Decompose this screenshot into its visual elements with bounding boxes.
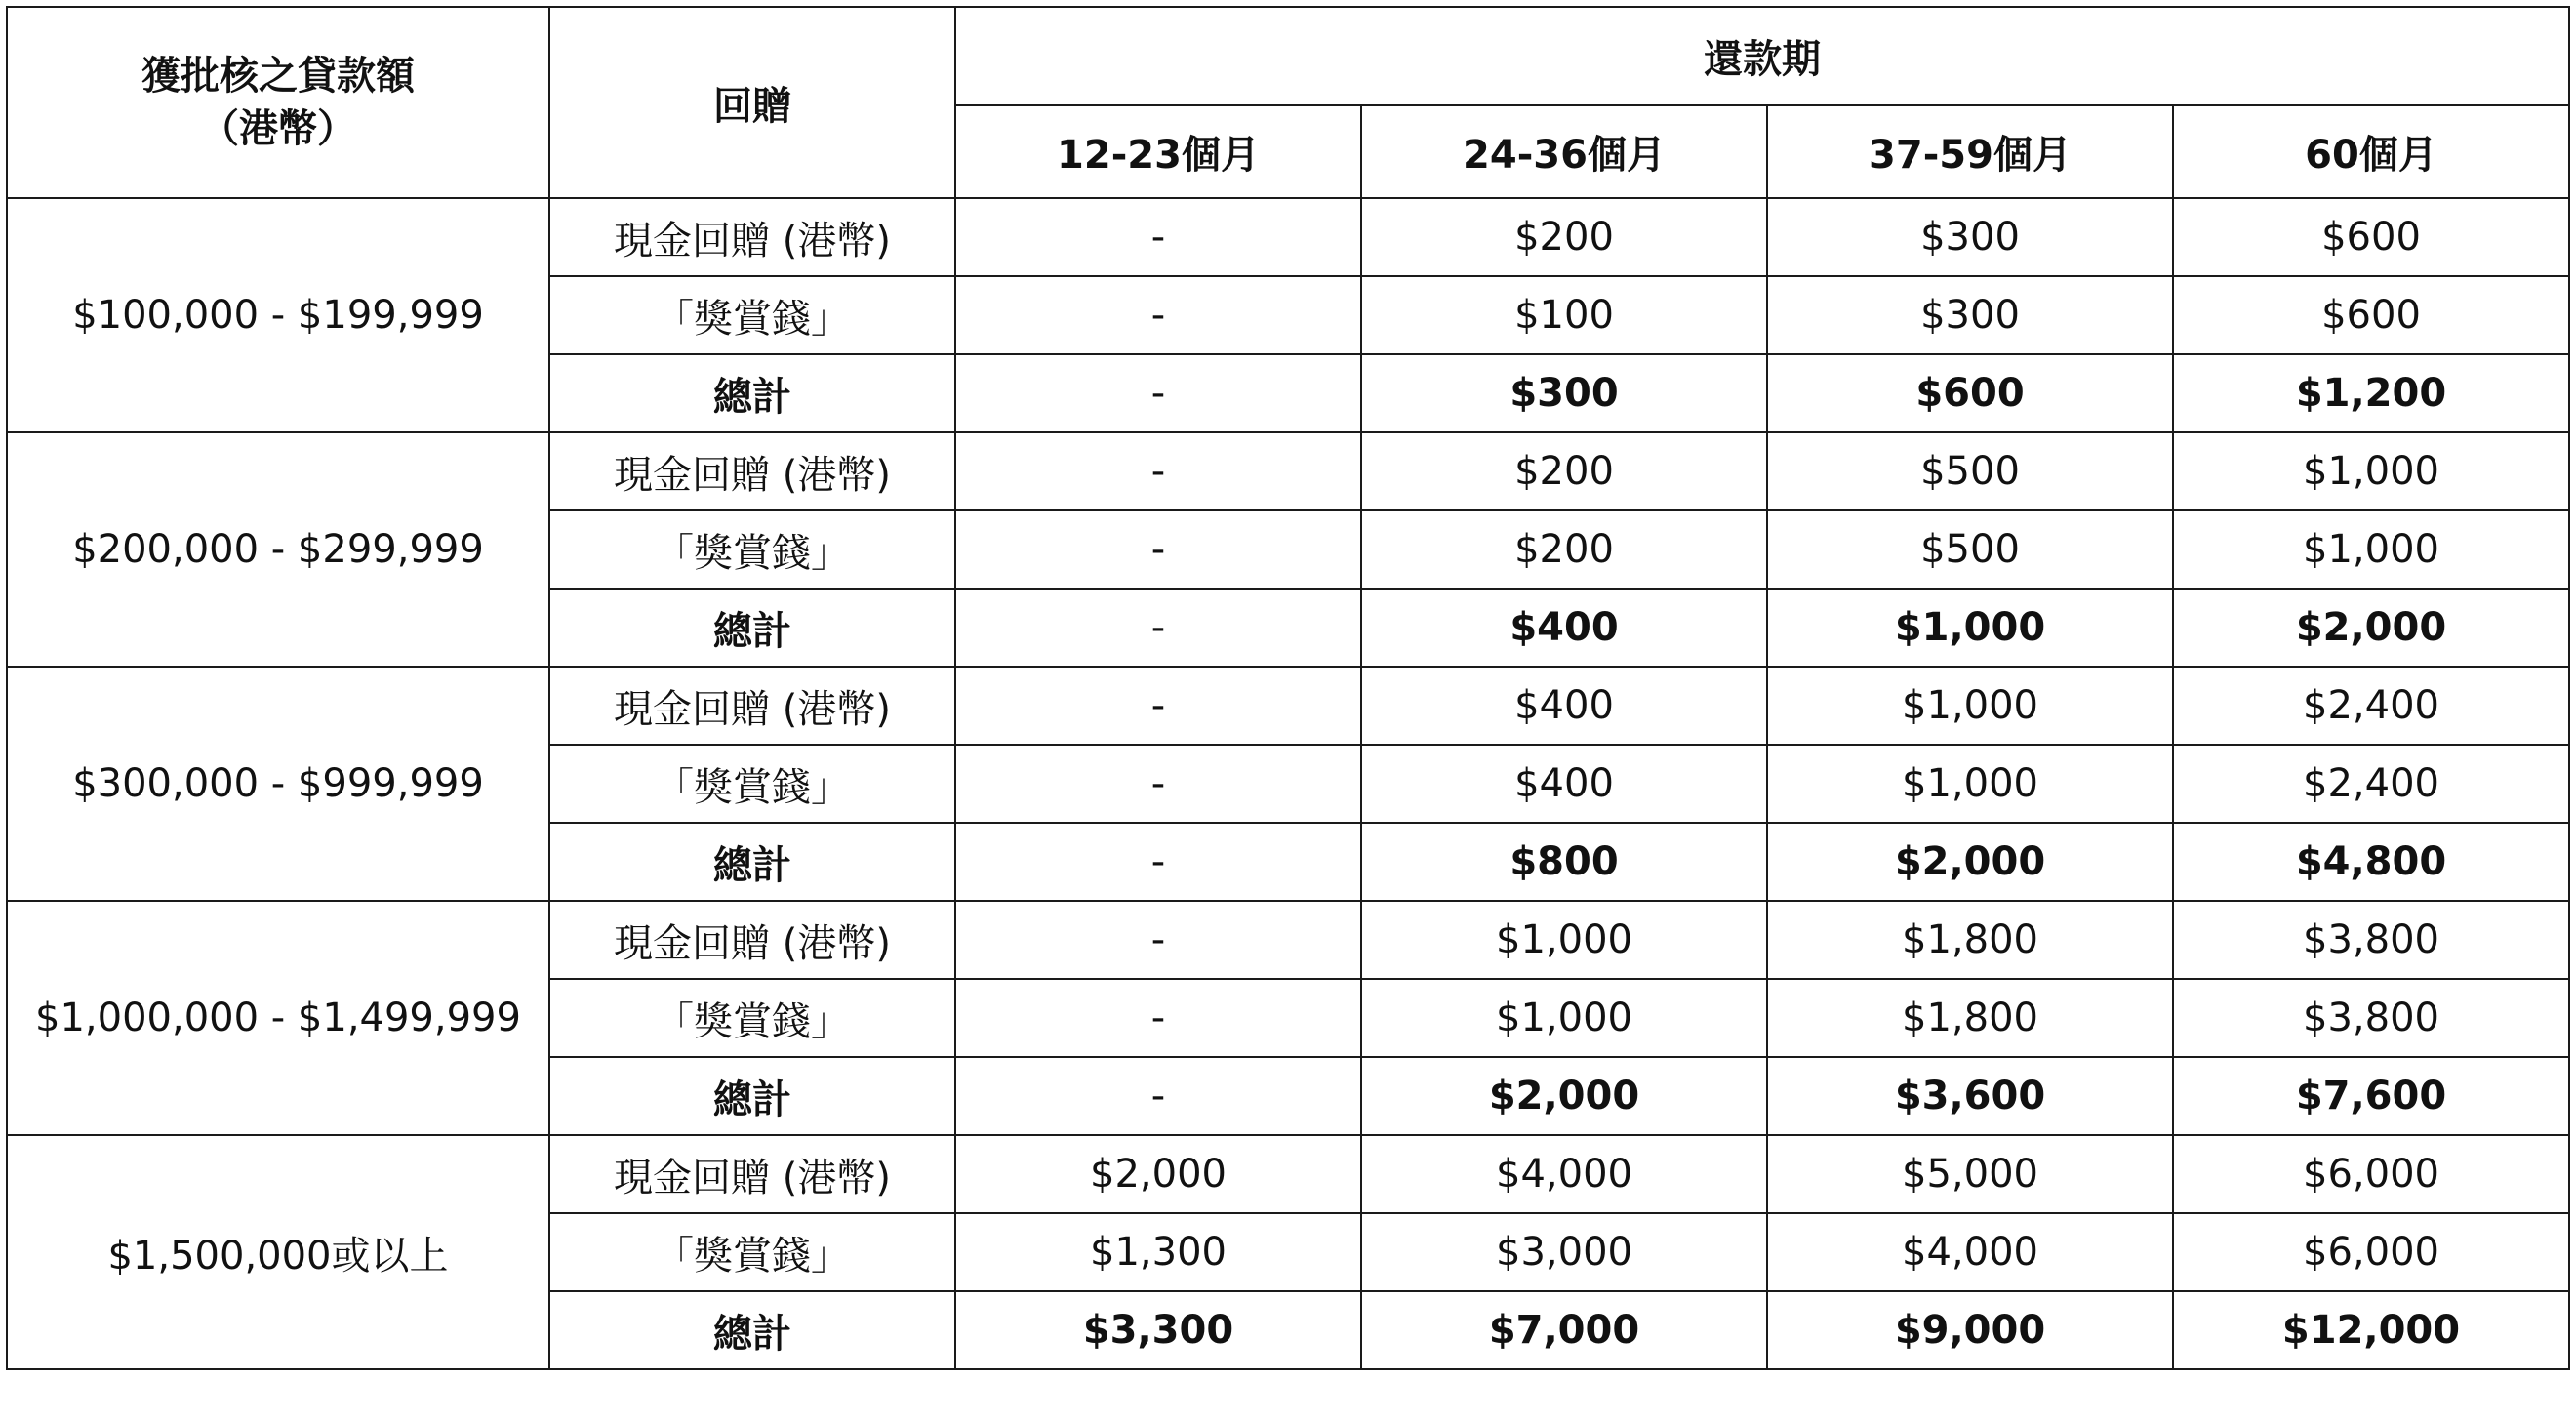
rebate-type-label: 「獎賞錢」 xyxy=(549,745,955,823)
total-value-cell: $3,300 xyxy=(955,1291,1361,1369)
total-value-cell: $800 xyxy=(1361,823,1767,901)
total-value-cell: $300 xyxy=(1361,354,1767,432)
rebate-table xyxy=(6,6,2570,1370)
rebate-type-label: 現金回贈 (港幣) xyxy=(549,198,955,276)
rebate-value-cell: $600 xyxy=(2173,276,2569,354)
total-value-cell: $1,200 xyxy=(2173,354,2569,432)
rebate-value-cell: $400 xyxy=(1361,745,1767,823)
rebate-value-cell: $200 xyxy=(1361,198,1767,276)
loan-amount-cell: $1,500,000或以上 xyxy=(7,1135,549,1369)
rebate-value-cell: $1,800 xyxy=(1767,979,2173,1057)
total-value-cell: $4,800 xyxy=(2173,823,2569,901)
rebate-value-cell: $200 xyxy=(1361,432,1767,510)
total-value-cell: $7,000 xyxy=(1361,1291,1767,1369)
rebate-value-cell: $2,400 xyxy=(2173,745,2569,823)
rebate-value-cell: - xyxy=(955,979,1361,1057)
rebate-value-cell: $300 xyxy=(1767,276,2173,354)
rebate-value-cell: $1,000 xyxy=(2173,432,2569,510)
period-header: 12-23個月 xyxy=(955,105,1361,198)
rebate-type-label: 「獎賞錢」 xyxy=(549,276,955,354)
rebate-value-cell: - xyxy=(955,745,1361,823)
period-header: 60個月 xyxy=(2173,105,2569,198)
total-value-cell: - xyxy=(955,354,1361,432)
rebate-value-cell: $500 xyxy=(1767,432,2173,510)
rebate-value-cell: $5,000 xyxy=(1767,1135,2173,1213)
rebate-value-cell: $1,000 xyxy=(2173,510,2569,589)
table-row xyxy=(7,667,2569,745)
rebate-type-label: 「獎賞錢」 xyxy=(549,979,955,1057)
rebate-value-cell: $500 xyxy=(1767,510,2173,589)
rebate-value-cell: $2,000 xyxy=(955,1135,1361,1213)
period-header: 24-36個月 xyxy=(1361,105,1767,198)
rebate-value-cell: $3,000 xyxy=(1361,1213,1767,1291)
total-value-cell: $2,000 xyxy=(1361,1057,1767,1135)
rebate-value-cell: - xyxy=(955,432,1361,510)
rebate-value-cell: - xyxy=(955,198,1361,276)
rebate-header: 回贈 xyxy=(549,7,955,198)
loan-amount-header: 獲批核之貸款額 （港幣） xyxy=(7,7,549,198)
total-label: 總計 xyxy=(549,823,955,901)
rebate-type-label: 「獎賞錢」 xyxy=(549,1213,955,1291)
rebate-value-cell: $400 xyxy=(1361,667,1767,745)
rebate-value-cell: $6,000 xyxy=(2173,1213,2569,1291)
rebate-value-cell: $1,000 xyxy=(1767,745,2173,823)
rebate-value-cell: $1,000 xyxy=(1361,901,1767,979)
rebate-value-cell: $1,800 xyxy=(1767,901,2173,979)
rebate-type-label: 「獎賞錢」 xyxy=(549,510,955,589)
rebate-type-label: 現金回贈 (港幣) xyxy=(549,667,955,745)
total-value-cell: $3,600 xyxy=(1767,1057,2173,1135)
rebate-value-cell: $6,000 xyxy=(2173,1135,2569,1213)
table-row xyxy=(7,198,2569,276)
loan-amount-cell: $300,000 - $999,999 xyxy=(7,667,549,901)
rebate-value-cell: $300 xyxy=(1767,198,2173,276)
total-value-cell: $7,600 xyxy=(2173,1057,2569,1135)
total-value-cell: $9,000 xyxy=(1767,1291,2173,1369)
rebate-value-cell: $4,000 xyxy=(1361,1135,1767,1213)
loan-amount-cell: $200,000 - $299,999 xyxy=(7,432,549,667)
rebate-value-cell: $2,400 xyxy=(2173,667,2569,745)
table-row xyxy=(7,432,2569,510)
total-value-cell: $12,000 xyxy=(2173,1291,2569,1369)
rebate-value-cell: - xyxy=(955,667,1361,745)
header-row-1 xyxy=(7,7,2569,105)
rebate-type-label: 現金回贈 (港幣) xyxy=(549,901,955,979)
rebate-type-label: 現金回贈 (港幣) xyxy=(549,432,955,510)
rebate-value-cell: $200 xyxy=(1361,510,1767,589)
rebate-value-cell: - xyxy=(955,901,1361,979)
rebate-value-cell: $3,800 xyxy=(2173,979,2569,1057)
repayment-period-header: 還款期 xyxy=(955,7,2569,105)
rebate-value-cell: $4,000 xyxy=(1767,1213,2173,1291)
total-value-cell: $2,000 xyxy=(2173,589,2569,667)
table-row xyxy=(7,901,2569,979)
total-value-cell: - xyxy=(955,1057,1361,1135)
total-value-cell: $400 xyxy=(1361,589,1767,667)
table-row xyxy=(7,1135,2569,1213)
loan-amount-cell: $1,000,000 - $1,499,999 xyxy=(7,901,549,1135)
total-label: 總計 xyxy=(549,1291,955,1369)
period-header: 37-59個月 xyxy=(1767,105,2173,198)
total-value-cell: - xyxy=(955,823,1361,901)
total-label: 總計 xyxy=(549,354,955,432)
rebate-value-cell: $100 xyxy=(1361,276,1767,354)
rebate-value-cell: $1,300 xyxy=(955,1213,1361,1291)
total-label: 總計 xyxy=(549,589,955,667)
total-value-cell: - xyxy=(955,589,1361,667)
rebate-value-cell: - xyxy=(955,510,1361,589)
rebate-value-cell: $3,800 xyxy=(2173,901,2569,979)
rebate-type-label: 現金回贈 (港幣) xyxy=(549,1135,955,1213)
total-label: 總計 xyxy=(549,1057,955,1135)
rebate-value-cell: $1,000 xyxy=(1767,667,2173,745)
table-header xyxy=(7,7,2569,198)
total-value-cell: $600 xyxy=(1767,354,2173,432)
total-value-cell: $2,000 xyxy=(1767,823,2173,901)
total-value-cell: $1,000 xyxy=(1767,589,2173,667)
rebate-value-cell: - xyxy=(955,276,1361,354)
loan-amount-cell: $100,000 - $199,999 xyxy=(7,198,549,432)
table-body xyxy=(7,198,2569,1369)
rebate-value-cell: $600 xyxy=(2173,198,2569,276)
rebate-value-cell: $1,000 xyxy=(1361,979,1767,1057)
